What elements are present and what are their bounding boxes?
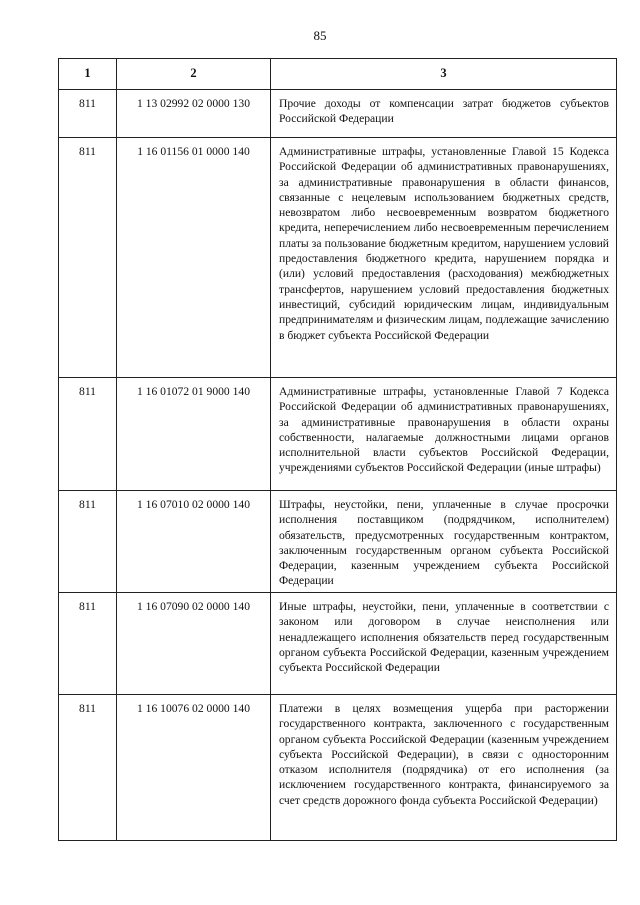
admin-code-cell: 811 [59,378,117,491]
table-row [59,593,617,695]
table-row [59,138,617,378]
income-code-cell: 1 16 07090 02 0000 140 [117,593,271,695]
income-codes-table [58,58,617,841]
table-row [59,491,617,593]
income-code-cell: 1 16 01072 01 9000 140 [117,378,271,491]
column-header-admin: 1 [59,59,117,90]
table-row [59,90,617,138]
admin-code-cell: 811 [59,593,117,695]
income-code-cell: 1 16 01156 01 0000 140 [117,138,271,378]
description-cell: Прочие доходы от компенсации затрат бюджетов субъектов Российской Федерации [271,90,617,138]
description-cell: Административные штрафы, установленные Главой 15 Кодекса Российской Федерации об административных правонарушениях, за административные правонарушения в области финансов, связанные с нецелевым использованием бюджетных средств, невозвратом либо несвоевременным возвратом бюджетного кредита, неперечислением либо несвоевременным перечислением платы за пользование бюджетным кредитом, нарушением условий предоставления бюджетного кредита, нарушением порядка и (или) условий предоставления (расходования) межбюджетных трансфертов, нарушением условий предоставления бюджетных инвестиций, субсидий юридическим лицам, индивидуальным предпринимателям и физическим лицам, подлежащие зачислению в бюджет субъекта Российской Федерации [271,138,617,378]
admin-code-cell: 811 [59,90,117,138]
column-header-code: 2 [117,59,271,90]
column-header-description: 3 [271,59,617,90]
income-code-cell: 1 16 10076 02 0000 140 [117,695,271,841]
description-cell: Административные штрафы, установленные Главой 7 Кодекса Российской Федерации об административных правонарушениях, за административные правонарушения в области охраны собственности, налагаемые должностными лицами органов исполнительной власти субъектов Российской Федерации, учреждениями субъектов Российской Федерации (иные штрафы) [271,378,617,491]
table-row [59,378,617,491]
description-cell: Иные штрафы, неустойки, пени, уплаченные в соответствии с законом или договором в случае неисполнения или ненадлежащего исполнения обязательств перед государственным органом субъекта Российской Федерации, казенным учреждением субъекта Российской Федерации [271,593,617,695]
description-cell: Платежи в целях возмещения ущерба при расторжении государственного контракта, заключенного с государственным органом субъекта Российской Федерации (казенным учреждением субъекта Российской Федерации), в связи с односторонним отказом исполнителя (подрядчика) от его исполнения (за исключением государственного контракта, финансируемого за счет средств дорожного фонда субъекта Российской Федерации) [271,695,617,841]
income-code-cell: 1 13 02992 02 0000 130 [117,90,271,138]
page-number: 85 [313,28,327,43]
admin-code-cell: 811 [59,491,117,593]
table-row [59,695,617,841]
admin-code-cell: 811 [59,695,117,841]
description-cell: Штрафы, неустойки, пени, уплаченные в случае просрочки исполнения поставщиком (подрядчиком, исполнителем) обязательств, предусмотренных государственным контрактом, заключенным государственным органом субъекта Российской Федерации, казенным учреждением субъекта Российской Федерации [271,491,617,593]
table-header-row [59,59,617,90]
admin-code-cell: 811 [59,138,117,378]
income-code-cell: 1 16 07010 02 0000 140 [117,491,271,593]
